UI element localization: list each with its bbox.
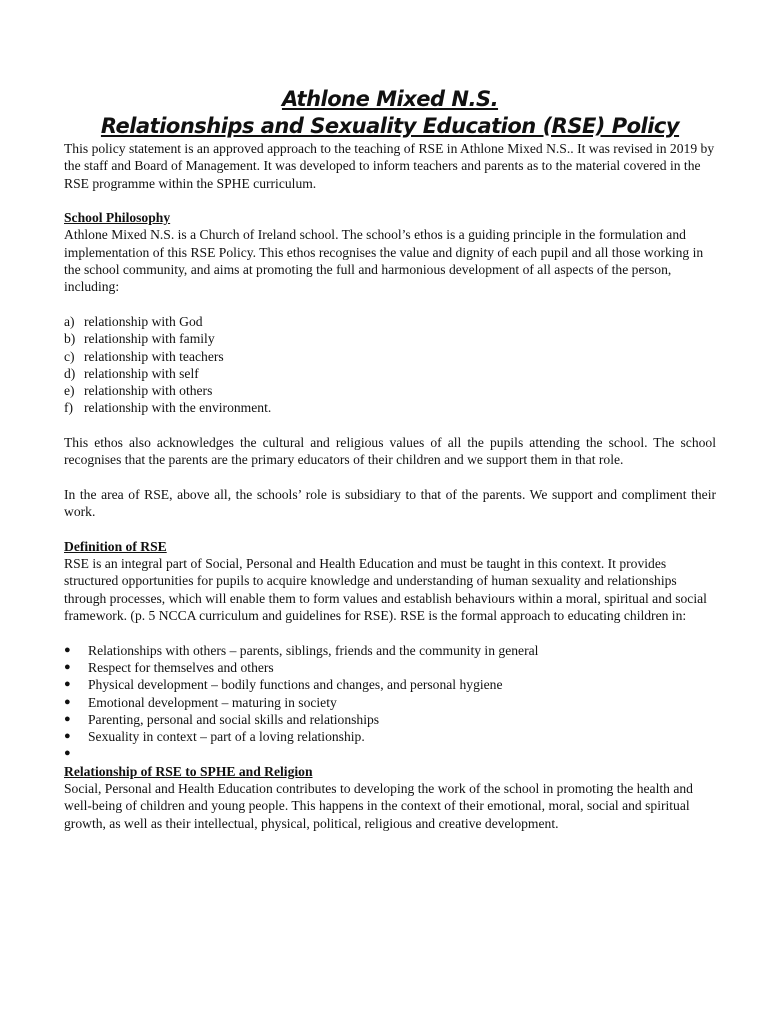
list-item	[64, 348, 716, 365]
list-marker: b)	[64, 331, 76, 347]
bullet-text: Respect for themselves and others	[88, 659, 274, 675]
policy-title: Relationships and Sexuality Education (RSE) Policy	[100, 114, 680, 138]
bullet-text: Emotional development – maturing in society	[88, 694, 337, 710]
intro-paragraph: This policy statement is an approved approach to the teaching of RSE in Athlone Mixed N.S.. It was revised in 2019 by the staff and Board of Management. It was developed to inform teachers and parents as to the material covered in the RSE programme within the SPHE curriculum.	[64, 141, 715, 191]
list-marker: a)	[64, 313, 75, 329]
list-item-text: relationship with self	[84, 365, 199, 381]
bullet-icon: ●	[64, 712, 71, 725]
spacer	[64, 624, 716, 641]
rse-area-paragraph: In the area of RSE, above all, the schools’ role is subsidiary to that of the parents. We support and compliment their work.	[64, 486, 716, 520]
bullet-text: Physical development – bodily functions and changes, and personal hygiene	[88, 677, 503, 693]
bullet-icon: ●	[64, 730, 71, 743]
bullet-item	[64, 745, 716, 762]
list-item	[64, 399, 716, 416]
list-item-text: relationship with teachers	[84, 348, 224, 364]
bullet-icon: ●	[64, 678, 71, 691]
definition-heading: Definition of RSE	[64, 538, 167, 554]
bullet-item	[64, 676, 716, 693]
sphe-heading: Relationship of RSE to SPHE and Religion	[64, 763, 313, 779]
list-item-text: relationship with the environment.	[84, 400, 272, 416]
list-item	[64, 313, 716, 330]
list-item-text: relationship with family	[84, 331, 215, 347]
ethos-paragraph: This ethos also acknowledges the cultural and religious values of all the pupils attending the school. The school recognises that the parents are the primary educators of their children and we support them in that role.	[64, 435, 716, 468]
school-title: Athlone Mixed N.S.	[281, 87, 499, 111]
list-item-text: relationship with God	[84, 313, 203, 329]
bullet-text: Parenting, personal and social skills and relationships	[88, 711, 380, 727]
bullet-item	[64, 659, 716, 676]
list-marker: e)	[64, 383, 75, 399]
philosophy-paragraph: Athlone Mixed N.S. is a Church of Ireland school. The school’s ethos is a guiding principle in the formulation and implementation of this RSE Policy. This ethos recognises the value and dignity of each pupil and all those working in the school community, and aims at promoting the full and harmonious development of all aspects of the person, including:	[64, 227, 704, 295]
sphe-paragraph: Social, Personal and Health Education contributes to developing the work of the school in promoting the health and well-being of children and young people. This happens in the context of their emotional, moral, social and spiritual growth, as well as their intellectual, physical, political, religious and creative development.	[64, 780, 693, 831]
list-marker: c)	[64, 348, 75, 364]
list-item	[64, 365, 716, 382]
spacer	[64, 296, 716, 313]
spacer	[64, 192, 716, 209]
list-item-text: relationship with others	[84, 383, 213, 399]
list-item	[64, 330, 716, 347]
bullet-item	[64, 694, 716, 711]
bullet-text: Relationships with others – parents, siblings, friends and the community in general	[88, 642, 539, 658]
bullet-icon: ●	[64, 747, 71, 760]
list-item	[64, 382, 716, 399]
rse-topics-list	[64, 642, 716, 763]
bullet-icon: ●	[64, 695, 71, 708]
spacer	[64, 521, 716, 538]
bullet-icon: ●	[64, 660, 71, 673]
relationship-list	[64, 313, 716, 417]
list-marker: d)	[64, 365, 76, 381]
list-marker: f)	[64, 400, 74, 416]
bullet-item	[64, 728, 716, 745]
spacer	[64, 417, 716, 434]
document-page	[64, 86, 716, 832]
bullet-item	[64, 711, 716, 728]
philosophy-heading: School Philosophy	[64, 210, 171, 226]
spacer	[64, 469, 716, 486]
definition-paragraph: RSE is an integral part of Social, Personal and Health Education and must be taught in this context. It provides structured opportunities for pupils to acquire knowledge and understanding of human sexuality and relationships through processes, which will enable them to form values and establish behaviours within a moral, spiritual and social framework. (p. 5 NCCA curriculum and guidelines for RSE). RSE is the formal approach to educating children in:	[64, 556, 707, 624]
bullet-icon: ●	[64, 643, 71, 656]
bullet-item	[64, 642, 716, 659]
bullet-text: Sexuality in context – part of a loving relationship.	[88, 729, 365, 745]
